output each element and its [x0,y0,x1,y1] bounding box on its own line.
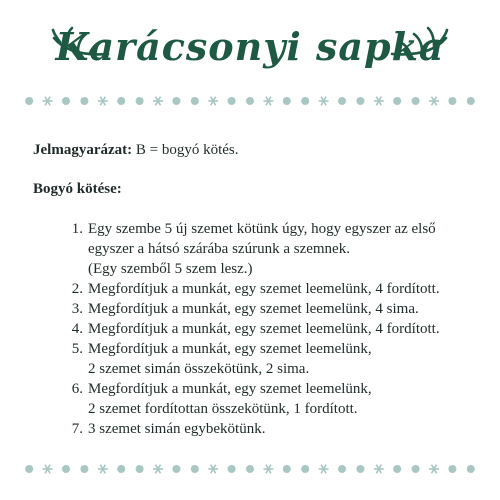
step-number: 5. [71,341,83,357]
dot-icon [136,97,144,105]
step-line: Megfordítjuk a munkát, egy szemet leemelünk, [88,341,372,357]
dot-icon [448,97,456,105]
step-number: 4. [71,321,83,337]
dot-icon [136,465,144,473]
dot-icon [191,97,199,105]
step-line: 2 szemet fordítottan összekötünk, 1 fordított. [88,401,358,417]
step-number: 6. [71,381,83,397]
dot-icon [283,97,291,105]
step-number: 3. [71,301,83,317]
step-line: Megfordítjuk a munkát, egy szemet leemelünk, 4 fordított. [88,281,440,297]
step-line: 2 szemet simán összekötünk, 2 sima. [88,361,310,377]
legend-text: B = bogyó kötés. [135,142,239,158]
dot-icon [246,465,254,473]
dot-icon [117,97,125,105]
dot-icon [338,97,346,105]
section-title: Bogyó kötése: [33,181,122,197]
list-item [33,299,473,319]
header [0,0,500,92]
dot-icon [25,97,33,105]
dot-icon [393,97,401,105]
snowflake-icon [98,465,108,474]
legend-label: Jelmagyarázat: [33,142,133,158]
dot-icon [467,97,475,105]
step-line: 3 szemet simán egybekötünk. [88,421,266,437]
snowflake-icon [319,97,329,106]
page-title: Karácsonyi sapka [55,24,445,69]
snowflake-icon [43,97,53,106]
dot-icon [62,465,70,473]
step-line: Megfordítjuk a munkát, egy szemet leemelünk, [88,381,372,397]
snowflake-icon [374,97,384,106]
instructions [33,140,473,437]
step-line: Megfordítjuk a munkát, egy szemet leemelünk, 4 fordított. [88,321,440,337]
dot-icon [117,465,125,473]
step-text [88,379,473,419]
step-text [88,299,473,319]
step-text [88,279,473,299]
step-line: egyszer a hátsó szárába szúrunk a szemnek. [88,241,350,257]
dot-icon [62,97,70,105]
list-item [33,219,473,279]
ornament-divider [20,93,480,109]
snowflake-icon [263,97,273,106]
dot-icon [301,465,309,473]
step-number: 1. [71,221,83,237]
list-item [33,419,473,439]
dot-icon [338,465,346,473]
step-line: Megfordítjuk a munkát, egy szemet leemelünk, 4 sima. [88,301,419,317]
dot-icon [356,97,364,105]
steps-list [33,219,473,439]
step-text [88,419,473,439]
step-line: Egy szembe 5 új szemet kötünk úgy, hogy egyszer az első [88,221,436,237]
step-number: 7. [71,421,83,437]
snowflake-icon [374,465,384,474]
list-item [33,379,473,419]
snowflake-icon [208,97,218,106]
dot-icon [467,465,475,473]
dot-icon [412,465,420,473]
dot-icon [283,465,291,473]
snowflake-icon [98,97,108,106]
step-text [88,319,473,339]
dot-icon [246,97,254,105]
dot-icon [80,97,88,105]
snowflake-icon [263,465,273,474]
snowflake-icon [429,97,439,106]
dot-icon [80,465,88,473]
dot-icon [356,465,364,473]
list-item [33,279,473,299]
step-text [88,219,473,279]
snowflake-icon [319,465,329,474]
snowflake-icon [43,465,53,474]
snowflake-icon [153,97,163,106]
snowflake-icon [208,465,218,474]
dot-icon [448,465,456,473]
list-item [33,339,473,379]
dot-icon [412,97,420,105]
dot-icon [191,465,199,473]
snowflake-icon [153,465,163,474]
step-line: (Egy szemből 5 szem lesz.) [88,261,253,277]
dot-icon [172,97,180,105]
legend [33,140,473,160]
dot-icon [393,465,401,473]
step-text [88,339,473,379]
list-item [33,319,473,339]
antler-icon [388,24,452,68]
dot-icon [228,465,236,473]
ornament-divider [20,461,480,477]
dot-icon [25,465,33,473]
dot-icon [228,97,236,105]
dot-icon [172,465,180,473]
dot-icon [301,97,309,105]
snowflake-icon [429,465,439,474]
step-number: 2. [71,281,83,297]
